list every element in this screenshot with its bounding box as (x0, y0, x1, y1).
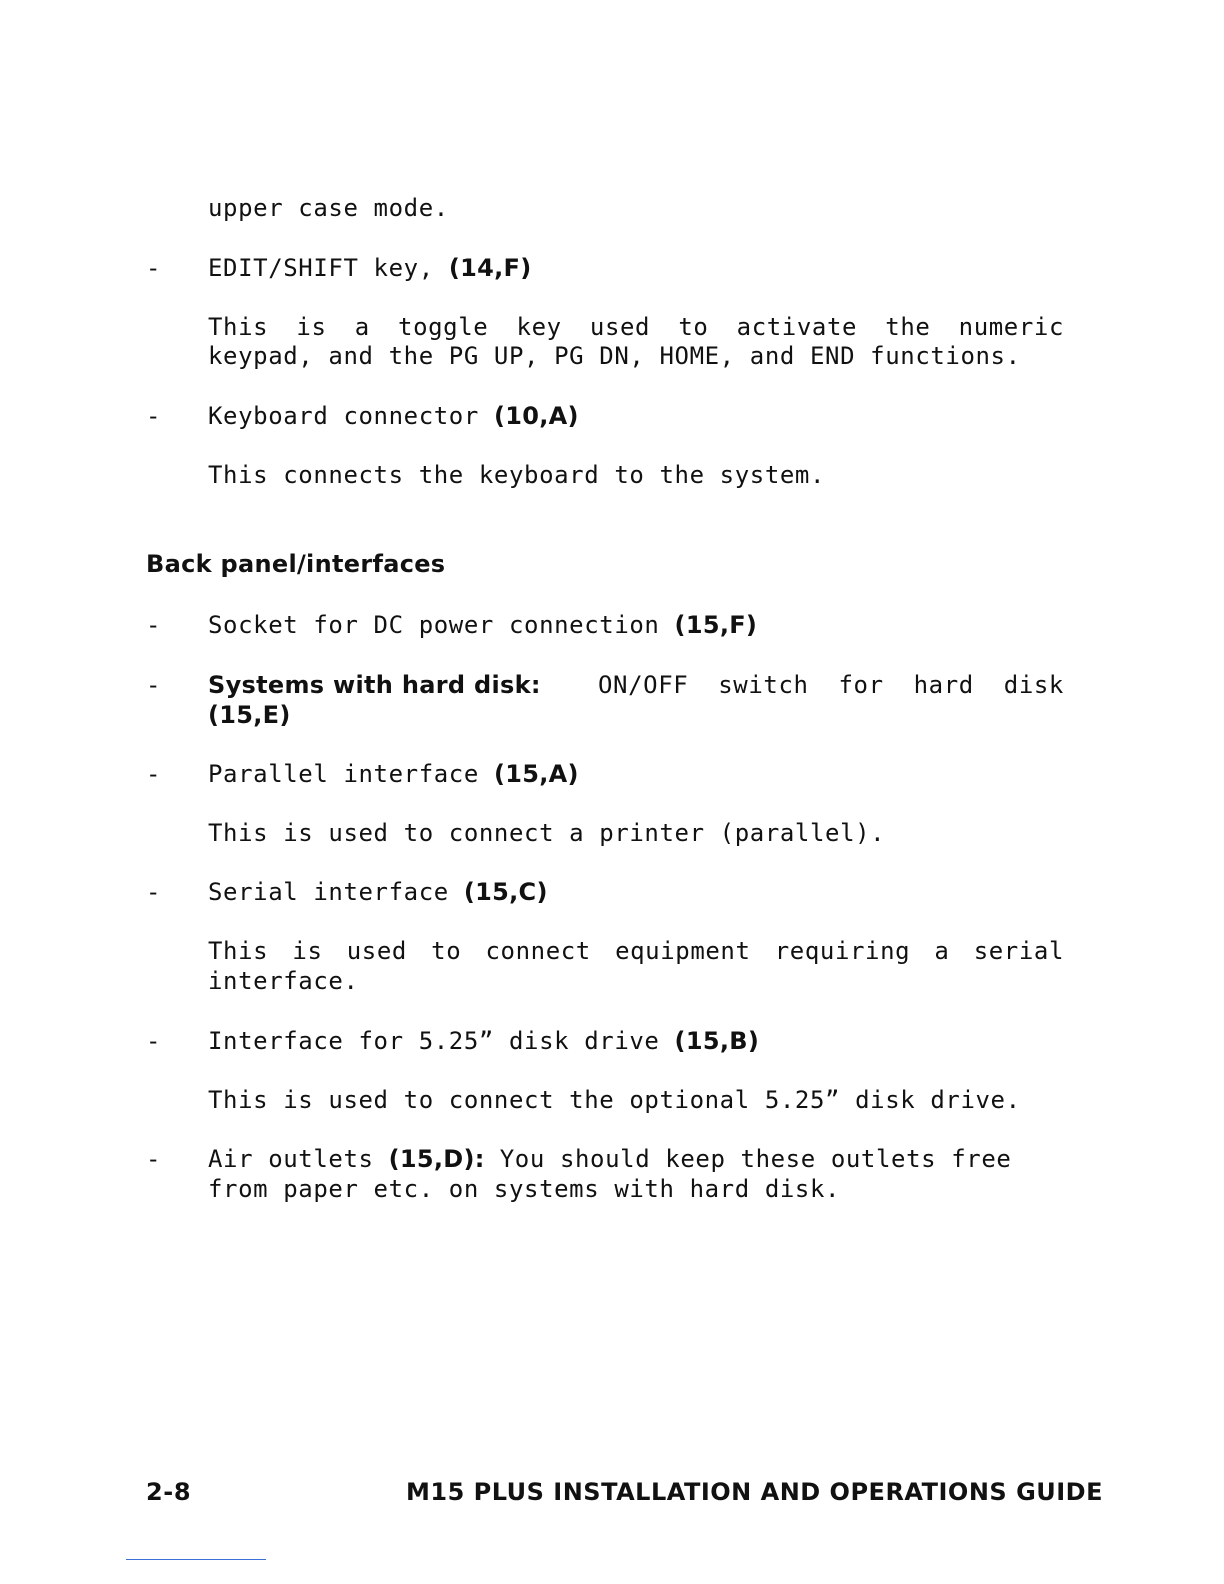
item-code: (15,A) (493, 760, 579, 788)
page-number: 2-8 (146, 1478, 192, 1506)
bullet-dash: - (146, 254, 162, 282)
item-code: (15,B) (674, 1027, 760, 1055)
item-serial-interface (208, 878, 1064, 906)
section-heading: Back panel/interfaces (146, 550, 446, 578)
item-label-word: hard (913, 671, 974, 699)
item-code: (14,F) (448, 254, 532, 282)
item-description-line: This is a toggle key used to activate the numeric (208, 313, 1064, 341)
item-edit-shift-key (208, 254, 1064, 282)
bullet-dash: - (146, 402, 162, 430)
item-parallel-interface (208, 760, 1064, 788)
bullet-dash: - (146, 878, 162, 906)
item-label-word: disk (1003, 671, 1064, 699)
item-code: (10,A) (493, 402, 579, 430)
bullet-dash: - (146, 611, 162, 639)
item-label-word: for (838, 671, 884, 699)
item-label: Serial interface (208, 878, 449, 906)
item-description-line: This is used to connect equipment requiring a serial (208, 937, 1064, 965)
item-description-line: keypad, and the PG UP, PG DN, HOME, and END functions. (208, 342, 1021, 370)
item-label-word: switch (718, 671, 809, 699)
intro-line: upper case mode. (208, 194, 449, 222)
item-label: Interface for 5.25” disk drive (208, 1027, 660, 1055)
item-disk-drive-interface (208, 1027, 1064, 1055)
item-code: (15,D): (388, 1145, 485, 1173)
item-dc-power-socket (208, 611, 1064, 639)
bullet-dash: - (146, 1027, 162, 1055)
item-label: Socket for DC power connection (208, 611, 660, 639)
item-label: EDIT/SHIFT key, (208, 254, 434, 282)
bullet-dash: - (146, 760, 162, 788)
item-code: (15,F) (674, 611, 758, 639)
item-description-line: This is used to connect a printer (parallel). (208, 819, 886, 847)
item-label-rest: You should keep these outlets free (499, 1145, 1012, 1173)
item-code: (15,C) (463, 878, 548, 906)
footer-title: M15 PLUS INSTALLATION AND OPERATIONS GUIDE (406, 1478, 1103, 1506)
item-label: Keyboard connector (208, 402, 479, 430)
bullet-dash: - (146, 671, 162, 699)
bottom-rule (126, 1559, 266, 1560)
item-keyboard-connector (208, 402, 1064, 430)
item-label: Air outlets (208, 1145, 374, 1173)
item-description-line: from paper etc. on systems with hard disk. (208, 1175, 841, 1203)
item-description-line: This connects the keyboard to the system. (208, 461, 826, 489)
item-label-rest-wrap (598, 671, 1064, 699)
item-description-line: interface. (208, 967, 359, 995)
item-code: (15,E) (208, 701, 291, 729)
item-bold-label: Systems with hard disk: (208, 671, 541, 699)
item-label: Parallel interface (208, 760, 479, 788)
item-label-word: ON/OFF (598, 671, 689, 699)
bullet-dash: - (146, 1145, 162, 1173)
item-description-line: This is used to connect the optional 5.25” disk drive. (208, 1086, 1021, 1114)
item-air-outlets (208, 1145, 1064, 1173)
item-hard-disk-switch (208, 671, 1064, 699)
